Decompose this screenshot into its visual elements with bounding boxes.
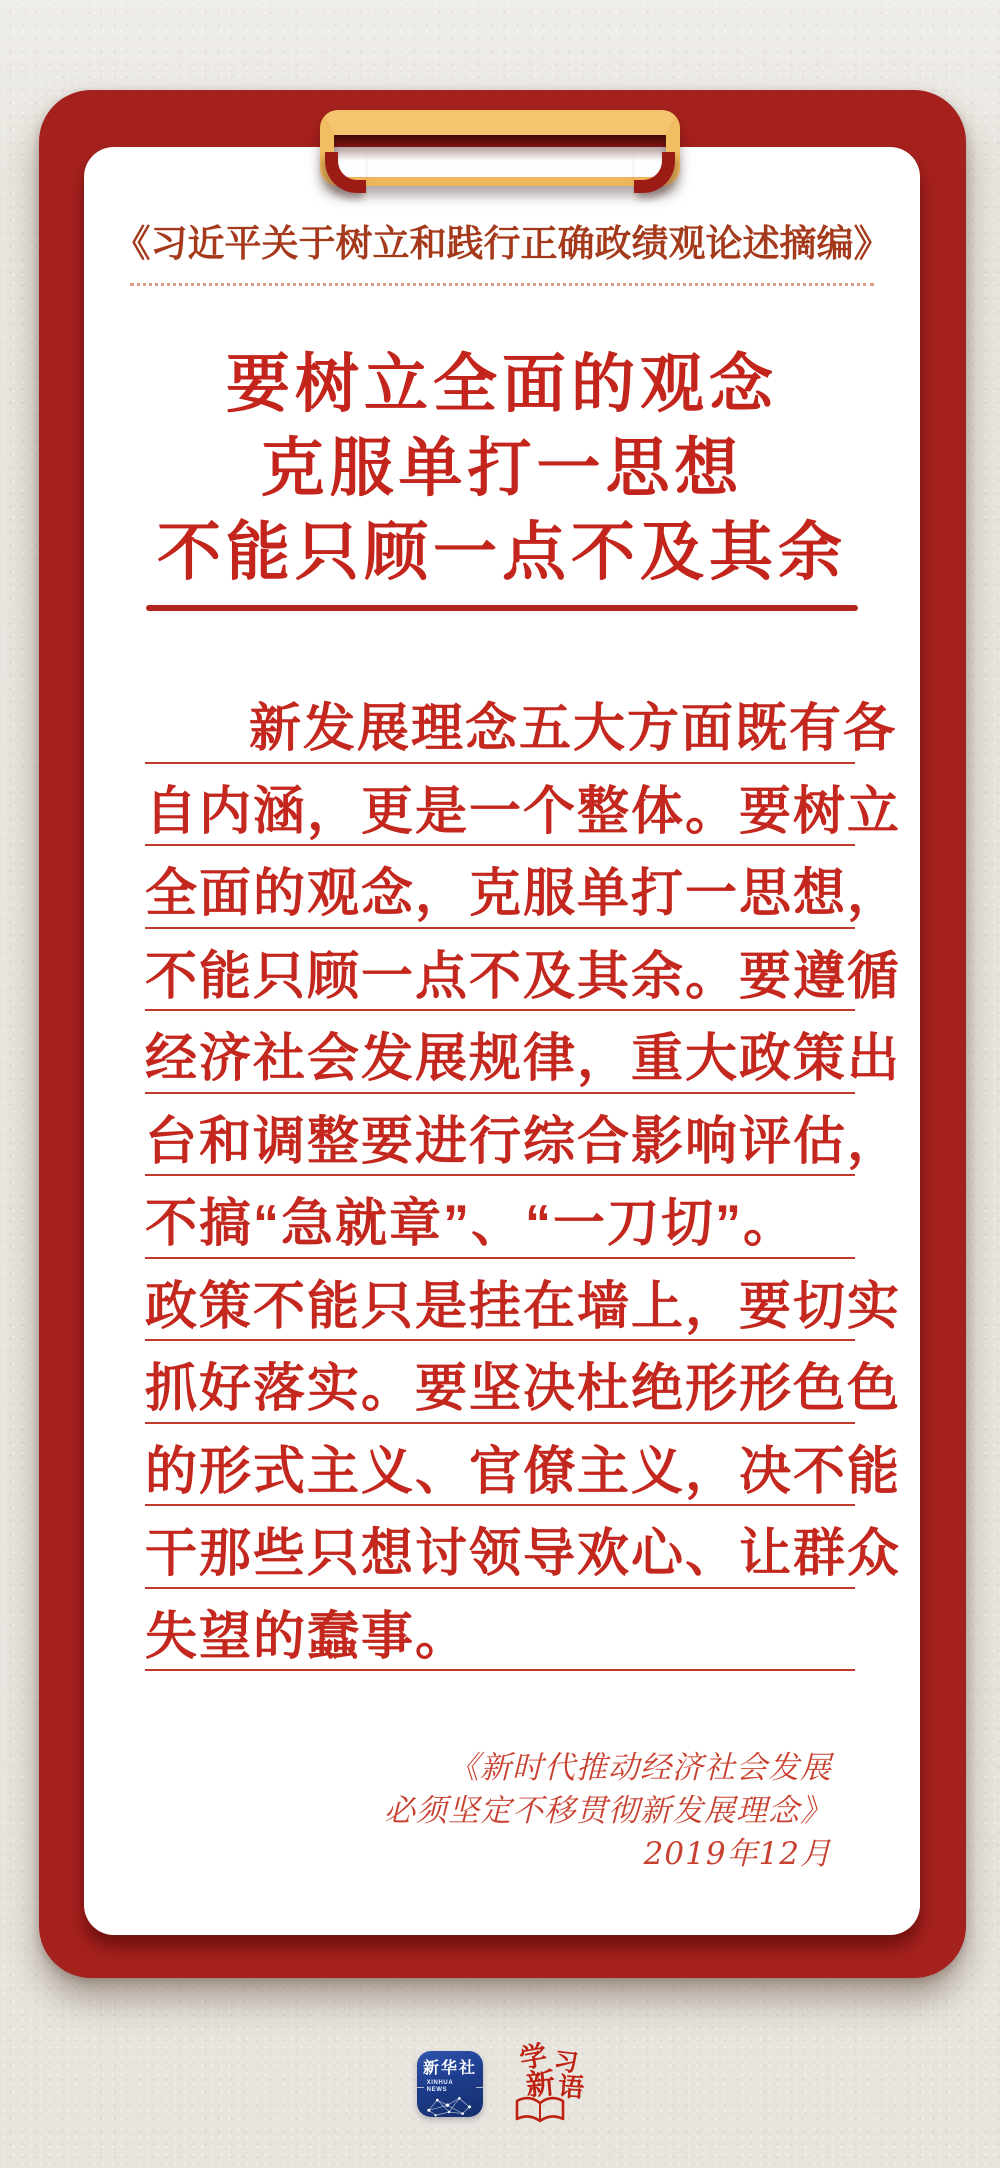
headline-line: 要树立全面的观念 [226, 347, 778, 422]
network-constellation-icon [421, 2095, 479, 2117]
clip-slot-shadow [334, 135, 666, 177]
headline-line: 不能只顾一点不及其余 [157, 515, 847, 590]
body-line: 全面的观念，克服单打一思想， [145, 846, 855, 929]
headline-underline [146, 605, 858, 611]
quote-card [84, 147, 920, 1935]
xinhua-logo-subtitle: XINHUA NEWS [417, 2080, 483, 2094]
xuexi-char: 新 [524, 2065, 557, 2103]
headline-line: 克服单打一思想 [260, 431, 744, 506]
open-book-icon [514, 2094, 566, 2124]
body-line: 新发展理念五大方面既有各 [145, 681, 855, 764]
clipboard-frame [39, 90, 966, 1978]
attribution-date: 2019年12月 [643, 1836, 832, 1872]
body-line: 自内涵，更是一个整体。要树立 [145, 764, 855, 847]
body-line: 政策不能只是挂在墙上，要切实 [145, 1259, 855, 1342]
attribution-line: 《新时代推动经济社会发展 [448, 1750, 832, 1786]
attribution [384, 1747, 832, 1876]
xuexi-char: 学 [517, 2039, 550, 2076]
xinhua-news-logo [417, 2051, 483, 2117]
xuexi-char: 习 [552, 2045, 580, 2078]
body-line: 台和调整要进行综合影响评估， [145, 1094, 855, 1177]
clipboard-clip [320, 110, 680, 186]
body-line: 不能只顾一点不及其余。要遵循 [145, 929, 855, 1012]
xuexi-xinyu-logo [514, 2039, 588, 2124]
headline [84, 343, 920, 595]
body-line: 抓好落实。要坚决杜绝形形色色 [145, 1341, 855, 1424]
body-line: 失望的蠢事。 [145, 1589, 855, 1672]
dotted-divider [130, 283, 874, 286]
source-book-title: 《习近平关于树立和践行正确政绩观论述摘编》 [113, 223, 891, 264]
xinhua-logo-name: 新华社 [422, 2060, 477, 2077]
body-line: 干那些只想讨领导欢心、让群众 [145, 1506, 855, 1589]
body-line: 经济社会发展规律，重大政策出 [145, 1011, 855, 1094]
quote-body [145, 681, 902, 1671]
attribution-line: 必须坚定不移贯彻新发展理念》 [384, 1793, 832, 1829]
body-line: 的形式主义、官僚主义，决不能 [145, 1424, 855, 1507]
body-line: 不搞“急就章”、“一刀切”。 [145, 1176, 855, 1259]
xuexi-char: 语 [556, 2072, 586, 2104]
